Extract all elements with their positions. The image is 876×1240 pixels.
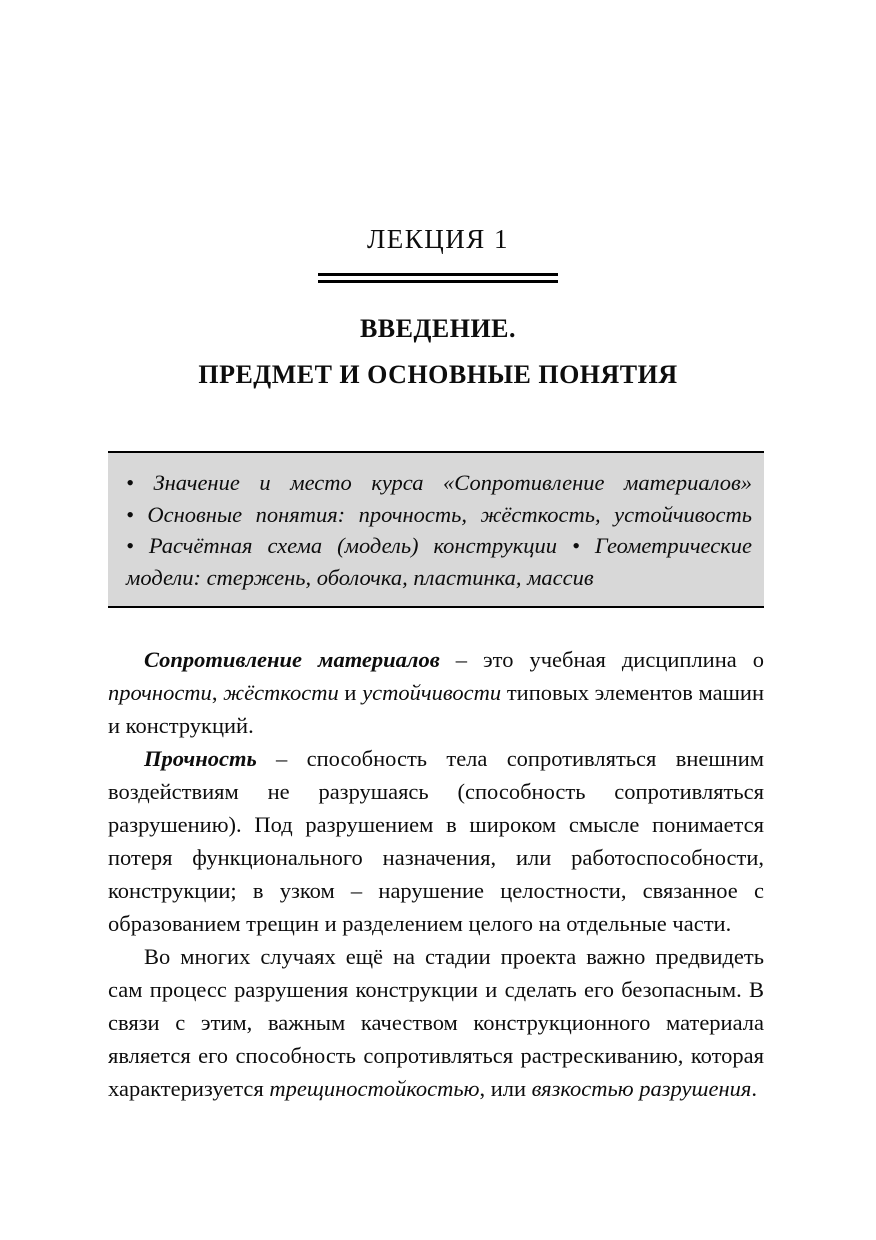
paragraph-definition-sopromat <box>108 643 764 742</box>
chapter-title-line-2: ПРЕДМЕТ И ОСНОВНЫЕ ПОНЯТИЯ <box>198 360 678 389</box>
text-run: – это учебная дисциплина о <box>439 647 765 672</box>
summary-line: • Значение и место курса «Сопротивление материалов» <box>126 470 752 495</box>
term-stiffness: жёсткости <box>223 680 339 705</box>
text-run: , <box>211 680 224 705</box>
text-run: – способность тела сопротивляться внешним воздействиям не разрушаясь (способность сопротивляться разрушению). Под разрушением в широком смысле понимается потеря функционального назначения, или работоспособности, конструкции; в узком – нарушение целостности, связанное с образованием трещин и разделением целого на отдельные части. <box>108 746 764 936</box>
body-text <box>108 643 764 1105</box>
text-run: и <box>338 680 363 705</box>
chapter-title <box>0 306 876 398</box>
paragraph-definition-prochnost <box>108 742 764 940</box>
text-run: . <box>751 1076 757 1101</box>
summary-line: • Основные понятия: прочность, жёсткость, устойчивость <box>126 501 752 527</box>
lecture-label: ЛЕКЦИЯ 1 <box>366 224 510 254</box>
chapter-title-line-1: ВВЕДЕНИЕ. <box>359 314 517 343</box>
text-run: типовых элементов машин и конструкций. <box>108 680 765 738</box>
lecture-summary-box <box>108 451 764 608</box>
term-crack-resistance: трещиностойкостью <box>269 1076 480 1101</box>
paragraph-fracture-toughness <box>108 940 764 1105</box>
term-strength: прочности <box>108 680 212 705</box>
term-prochnost: Прочность <box>144 746 257 771</box>
double-rule <box>318 273 558 283</box>
summary-line: модели: стержень, оболочка, пластинка, массив <box>126 564 594 590</box>
summary-line: • Расчётная схема (модель) конструкции • Геометрические <box>126 533 752 558</box>
text-run: , или <box>479 1076 532 1101</box>
term-fracture-toughness: вязкостью разрушения <box>531 1076 752 1101</box>
term-strength-of-materials: Сопротивление материалов <box>144 647 440 672</box>
text-run: Во многих случаях ещё на стадии проекта важно предвидеть сам процесс разрушения конструкции и сделать его безопасным. В связи с этим, важным качеством конструкционного материала является его способность сопротивляться растрескиванию, которая характеризуется <box>108 944 764 1101</box>
term-stability: устойчивости <box>362 680 502 705</box>
